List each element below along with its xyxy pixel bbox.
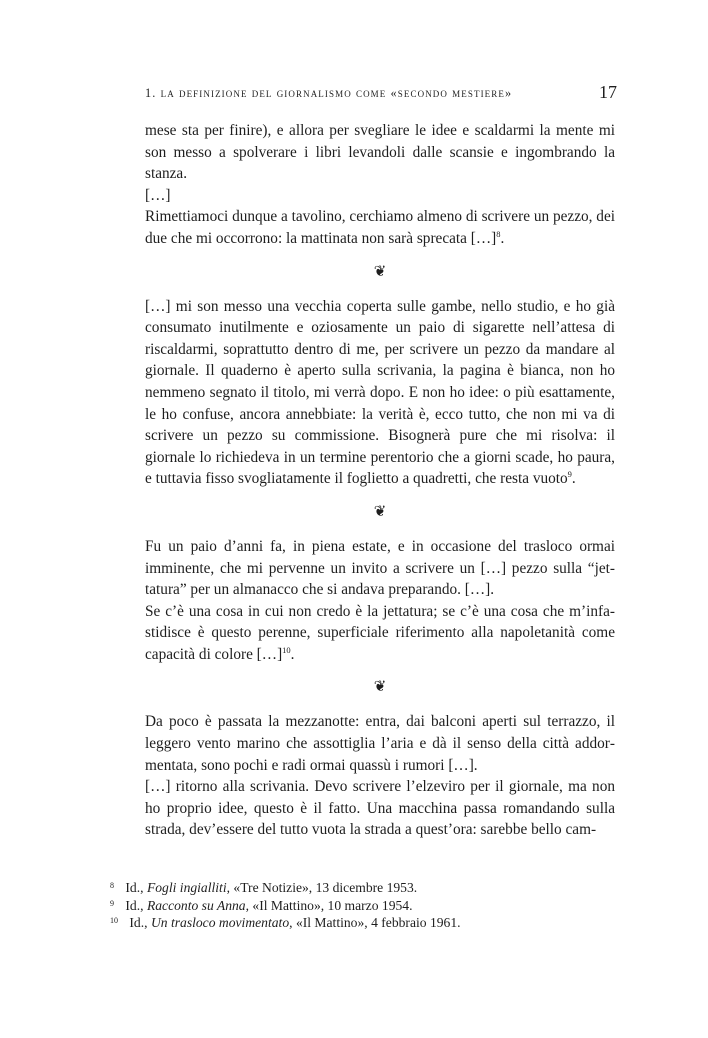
paragraph: Fu un paio d’anni fa, in piena estate, e in occasione del trasloco ormai imminente, che mi pervenne un invito a scrivere un […] pezzo sulla “jettatura” per un almanacco che si andava preparando. […]. <box>145 537 615 599</box>
footnote-author: Id., <box>129 915 148 931</box>
footnote-source: , «Il Mattino», 4 febbraio 1961. <box>289 915 461 931</box>
paragraph: Se c’è una cosa in cui non credo è la jettatura; se c’è una cosa che m’infastidisce è questo perenne, superficiale riferimento alla napoletanità come capacità di colore […]$^{10}$. <box>145 602 615 663</box>
footnote-title: Racconto su Anna <box>146 897 246 913</box>
footnote-author: Id., <box>125 897 144 913</box>
page-number: 17 <box>599 82 617 102</box>
footnote: 9 Id., Racconto su Anna, «Il Mattino», 10 marzo 1954. <box>110 897 413 913</box>
main-text <box>145 120 615 841</box>
section-separator: ❦ <box>373 503 387 520</box>
quote-3 <box>145 536 615 666</box>
footnote-ref: 9 <box>567 469 572 480</box>
quote-4 <box>145 711 615 841</box>
footnote-ref: 8 <box>496 228 501 239</box>
paragraph-text: Rimettiamoci dunque a tavolino, cerchiamo almeno di scrivere un pezzo, dei due che mi occorrono: la mattinata non sarà sprecata […] <box>145 208 615 247</box>
quote-1 <box>145 120 615 250</box>
footnote-title: Un trasloco movimentato <box>150 915 290 931</box>
footnote: 10 Id., Un trasloco movimentato, «Il Mattino», 4 febbraio 1961. <box>110 915 461 931</box>
footnote-author: Id., <box>125 880 144 895</box>
page-header <box>145 82 617 104</box>
footnote-source: , «Tre Notizie», 13 dicembre 1953. <box>226 880 418 895</box>
footnote: 8 Id., Fogli ingialliti, «Tre Notizie», 13 dicembre 1953. <box>110 880 418 895</box>
running-title: 1. la definizione del giornalismo come «secondo mestiere» <box>145 86 513 100</box>
paragraph: Rimettiamoci dunque a tavolino, cerchiamo almeno di scrivere un pezzo, dei due che mi occorrono: la mattinata non sarà sprecata […]$^8$. <box>145 208 615 247</box>
footnote-title: Fogli ingialliti <box>146 880 227 895</box>
paragraph: […] <box>145 186 171 204</box>
footnote-source: , «Il Mattino», 10 marzo 1954. <box>245 897 413 913</box>
footnote-ref: 10 <box>282 644 291 655</box>
quote-2 <box>145 296 615 490</box>
paragraph-text: […] mi son messo una vecchia coperta sulle gambe, nello studio, e ho già consumato inutilmente e oziosamente un paio di sigarette nell’attesa di riscaldarmi, soprattutto dentro di me, per scrivere un pezzo da mandare al giornale. Il quaderno è aperto sulla scrivania, la pagina è bianca, non ho nemmeno segnato il titolo, mi verrà dopo. E non ho idee: o più esattamente, le ho confuse, ancora annebbiate: la verità è, ecco tutto, che non mi va di scrivere un pezzo su commissione. Bisognerà pure che mi risolva: il giornale lo richiedeva in un termine perentorio che a giorni scade, ho paura, e tuttavia fisso svogliatamente il foglietto a quadretti, che resta vuoto <box>145 297 615 488</box>
section-separator: ❦ <box>373 679 387 696</box>
paragraph: mese sta per finire), e allora per svegliare le idee e scaldarmi la mente mi son messo a spolverare i libri levandoli dalle scansie e ingombrando la stanza. <box>145 122 615 183</box>
section-separator: ❦ <box>373 263 387 280</box>
paragraph: […] mi son messo una vecchia coperta sulle gambe, nello studio, e ho già consumato inutilmente e oziosamente un paio di sigarette nell’attesa di riscaldarmi, soprattutto dentro di me, per scrivere un pezzo da mandare al giornale. Il quaderno è aperto sulla scrivania, la pagina è bianca, non ho nemmeno segnato il titolo, mi verrà dopo. E non ho idee: o più esattamente, le ho confuse, ancora annebbiate: la verità è, ecco tutto, che non mi va di scrivere un pezzo su commissione. Bisognerà pure che mi risolva: il giornale lo richiedeva in un termine perentorio che a giorni scade, ho paura, e tuttavia fisso svogliatamente il foglietto a quadretti, che resta vuoto$^9$. <box>145 297 615 488</box>
paragraph: […] ritorno alla scrivania. Devo scrivere l’elzeviro per il giornale, ma non ho proprio idee, questo è il fatto. Una macchina passa romandando sulla strada, dev’essere del tutto vuota la strada a quest’ora: sarebbe bello cam- <box>145 778 615 839</box>
paragraph: Da poco è passata la mezzanotte: entra, dai balconi aperti sul terrazzo, il leggero vento marino che assottiglia l’aria e dà il senso della città addormentata, sono pochi e radi ormai quassù i rumori […]. <box>145 713 615 774</box>
footnotes <box>110 879 610 932</box>
paragraph-text: Se c’è una cosa in cui non credo è la jettatura; se c’è una cosa che m’infastidisce è questo perenne, superficiale riferimento alla napoletanità come capacità di colore […] <box>145 602 615 663</box>
